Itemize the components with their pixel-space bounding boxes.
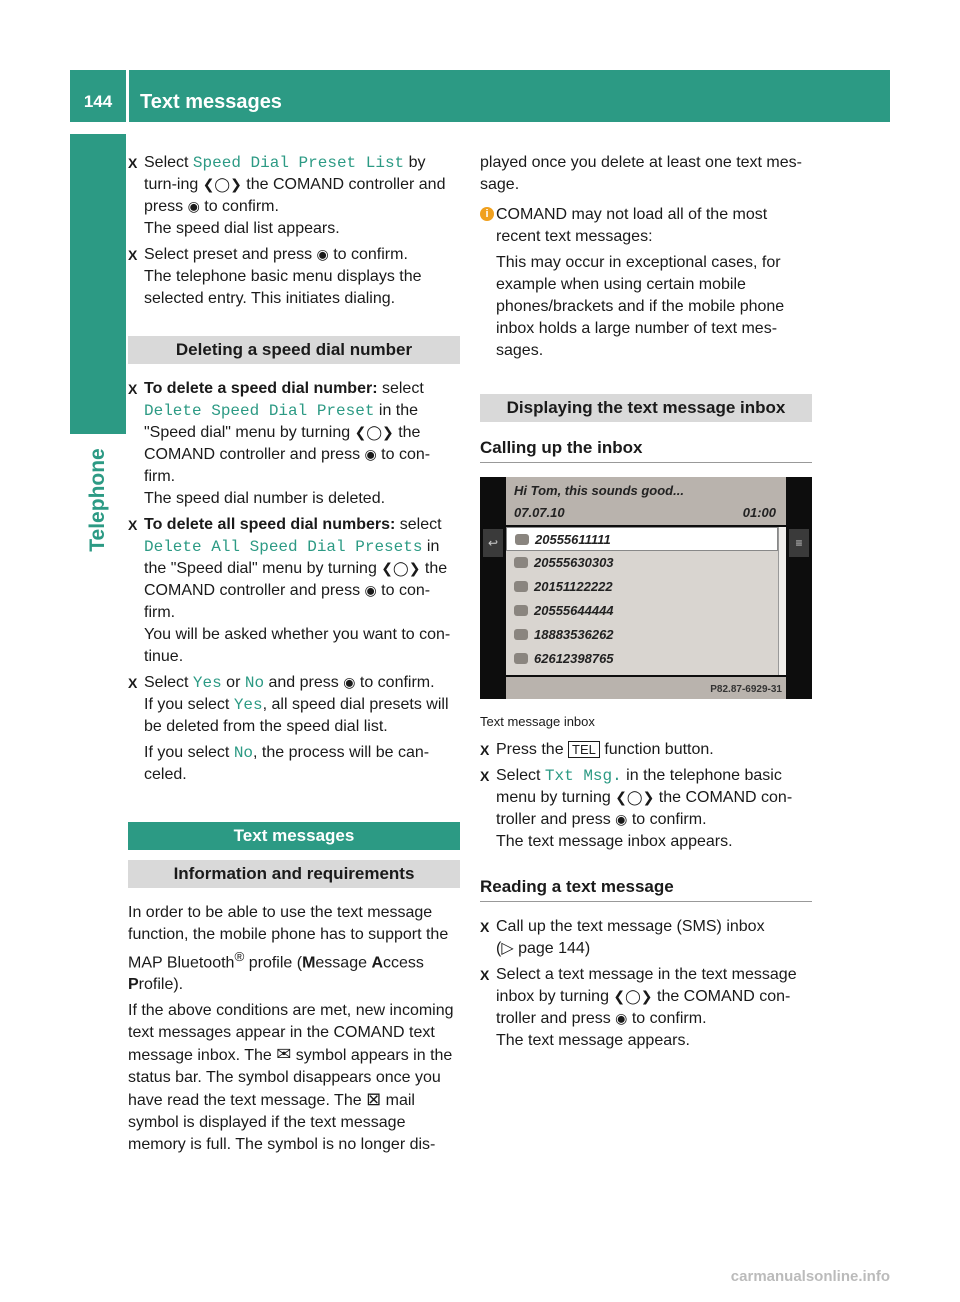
press-controller-icon: ◉ [187, 199, 200, 215]
message-icon [514, 629, 528, 640]
message-icon [514, 557, 528, 568]
inbox-header [506, 477, 786, 525]
inbox-scrollbar [778, 527, 786, 675]
inbox-list [506, 527, 778, 675]
paragraph-incoming-messages: If the above conditions are met, new incoming text messages appear in the COMAND text message inbox. The ✉ symbol appears in the status bar. The symbol disappears once you have read the text message. The ⊠ mail symbol is displayed if the text message memory is full. The symbol is no longer dis- [128, 1002, 454, 1154]
paragraph-requirements: In order to be able to use the text message function, the mobile phone has to support the MAP Bluetooth® profile (Message Access Profile). [128, 904, 449, 994]
press-controller-icon: ◉ [615, 1011, 628, 1027]
turn-controller-icon: ❮◯❯ [613, 989, 653, 1005]
inbox-row: 20151122222 [506, 575, 778, 599]
envelope-icon: ✉ [276, 1044, 292, 1066]
message-icon [515, 534, 529, 545]
full-mail-icon: ⊠ [366, 1089, 382, 1111]
step-press-tel: X Press the TEL function button. [480, 739, 812, 761]
inbox-row: 20555630303 [506, 551, 778, 575]
press-controller-icon: ◉ [316, 247, 329, 263]
section-displaying-inbox: Displaying the text message inbox [480, 394, 812, 422]
step-marker: X [480, 919, 490, 935]
message-icon [514, 581, 528, 592]
subheading-reading-message: Reading a text message [480, 875, 812, 902]
press-controller-icon: ◉ [364, 583, 377, 599]
tel-key-icon: TEL [568, 741, 600, 758]
step-select-speed-dial-list: X Select Speed Dial Preset List by turn-ing ❮◯❯ the COMAND controller and press ◉ to confirm. The speed dial list appears. [128, 154, 446, 237]
header-divider [126, 70, 129, 122]
inbox-row: 18883536262 [506, 623, 778, 647]
section-deleting-speed-dial: Deleting a speed dial number [128, 336, 460, 364]
turn-controller-icon: ❮◯❯ [615, 790, 655, 806]
step-marker: X [480, 742, 490, 758]
option-no: No [233, 744, 254, 762]
press-controller-icon: ◉ [364, 447, 377, 463]
left-column [128, 152, 460, 1156]
step-marker: X [128, 381, 138, 397]
side-tab [70, 134, 126, 434]
figure-caption: Text message inbox [480, 714, 595, 729]
inbox-screenshot [480, 477, 812, 699]
page-reference: (▷ page 144) [496, 940, 591, 957]
paragraph-continued: played once you delete at least one text mes-sage. [480, 154, 802, 193]
right-column [480, 152, 812, 1052]
step-delete-all: X To delete all speed dial numbers: select Delete All Speed Dial Presets in the "Speed dial" menu by turning ❮◯❯ the COMAND controller and press ◉ to con-firm. You will be asked whether you want to con-tinue. [128, 516, 451, 665]
menu-icon: ≡ [789, 529, 809, 557]
option-yes: Yes [192, 674, 222, 692]
watermark: carmanualsonline.info [730, 1268, 890, 1285]
step-select-yes-no: X Select Yes or No and press ◉ to confirm. If you select Yes, all speed dial presets will be deleted from the speed dial list. If you select No, the process will be can-celed. [128, 674, 449, 783]
info-icon: i [480, 207, 494, 221]
step-marker: X [480, 768, 490, 784]
step-marker: X [128, 517, 138, 533]
subheading-calling-inbox: Calling up the inbox [480, 436, 812, 463]
inbox-row: 20555611111 [506, 527, 778, 551]
step-select-txt-msg: X Select Txt Msg. in the telephone basic menu by turning ❮◯❯ the COMAND con-troller and press ◉ to confirm. The text message inbox appears. [480, 767, 793, 850]
step-marker: X [480, 967, 490, 983]
message-icon [514, 653, 528, 664]
option-no: No [244, 674, 265, 692]
menu-item-speed-dial-preset-list: Speed Dial Preset List [192, 154, 405, 172]
press-controller-icon: ◉ [615, 812, 628, 828]
step-call-up-inbox: X Call up the text message (SMS) inbox (▷ page 144) [480, 918, 765, 957]
step-select-message: X Select a text message in the text message inbox by turning ❮◯❯ the COMAND con-troller and press ◉ to confirm. The text message appears. [480, 966, 797, 1049]
step-marker: X [128, 155, 138, 171]
turn-controller-icon: ❮◯❯ [381, 561, 421, 577]
menu-item-delete-speed-dial-preset: Delete Speed Dial Preset [144, 402, 375, 420]
step-marker: X [128, 675, 138, 691]
turn-controller-icon: ❮◯❯ [202, 177, 242, 193]
page-title: Text messages [140, 91, 282, 113]
menu-item-delete-all-speed-dial-presets: Delete All Speed Dial Presets [144, 538, 423, 556]
info-note: i COMAND may not load all of the most recent text messages: This may occur in exceptional cases, for example when using certain mobile phones/brackets and if the mobile phone inbox holds a large number of text mes-sages. [480, 204, 812, 362]
step-select-preset: X Select preset and press ◉ to confirm. The telephone basic menu displays the selected entry. This initiates dialing. [128, 246, 422, 307]
step-marker: X [128, 247, 138, 263]
turn-controller-icon: ❮◯❯ [354, 425, 394, 441]
side-tab-label: Telephone [86, 448, 109, 552]
inbox-footer [506, 677, 786, 699]
inbox-row: 20555644444 [506, 599, 778, 623]
menu-item-txt-msg: Txt Msg. [544, 767, 622, 785]
inbox-message-title: Hi Tom, this sounds good... [514, 483, 684, 498]
inbox-time: 01:00 [742, 505, 776, 520]
option-yes: Yes [233, 696, 263, 714]
figure-code: P82.87-6929-31 [710, 684, 782, 695]
message-icon [514, 605, 528, 616]
section-information-requirements: Information and requirements [128, 860, 460, 888]
press-controller-icon: ◉ [343, 675, 356, 691]
step-delete-one: X To delete a speed dial number: select Delete Speed Dial Preset in the "Speed dial" menu by turning ❮◯❯ the COMAND controller and press ◉ to con-firm. The speed dial number is deleted. [128, 380, 431, 507]
inbox-row: 62612398765 [506, 647, 778, 671]
inbox-date: 07.07.10 [514, 505, 565, 520]
page-number: 144 [83, 92, 113, 111]
back-icon: ↩ [483, 529, 503, 557]
section-text-messages: Text messages [128, 822, 460, 850]
